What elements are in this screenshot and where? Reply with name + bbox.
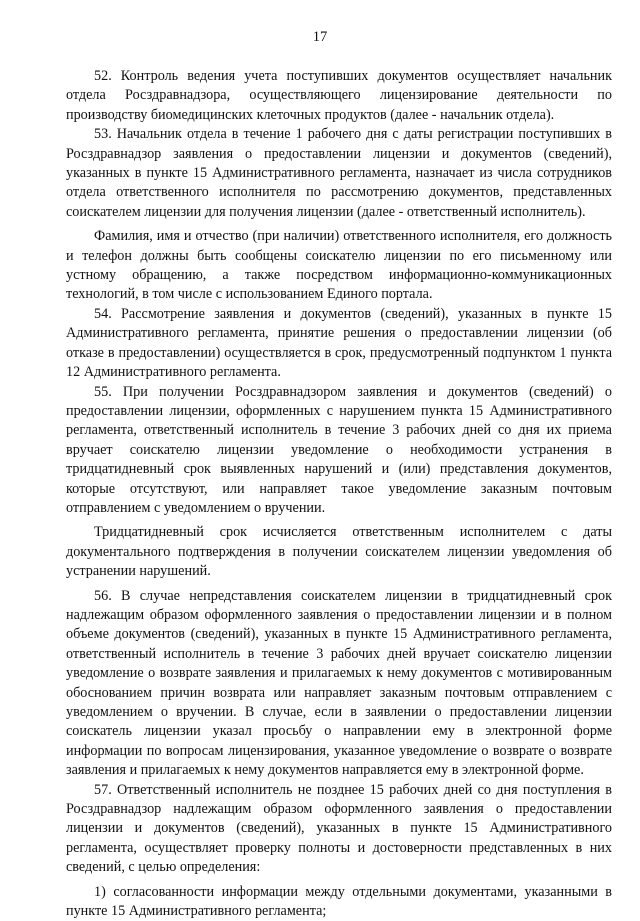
paragraph-52: 52. Контроль ведения учета поступивших документов осуществляет начальник отдела Росздравнадзора, осуществляющего лицензирование деятельности по производству биомедицинских клеточных продуктов (далее - начальник отдела).: [66, 68, 612, 123]
paragraph-55: 55. При получении Росздравнадзором заявления и документов (сведений) о предоставлении лицензии, оформленных с нарушением пункта 15 Административного регламента, ответственный исполнитель в течение 3 рабочих дней со дня их приема вручает соискателю лицензии уведомление о необходимости устранения в тридцатидневный срок выявленных нарушений и (или) представления документов, которые отсутствуют, или направляет такое уведомление заказным почтовым отправлением с уведомлением о вручении.: [66, 383, 612, 516]
paragraph-53: 53. Начальник отдела в течение 1 рабочего дня с даты регистрации поступивших в Росздравнадзор заявления о предоставлении лицензии и документов (сведений), указанных в пункте 15 Административного регламента, назначает из числа сотрудников отдела ответственного исполнителя по рассмотрению документов, представленных соискателем лицензии для получения лицензии (далее - ответственный исполнитель).: [66, 126, 612, 220]
paragraph-56: 56. В случае непредставления соискателем лицензии в тридцатидневный срок надлежащим образом оформленного заявления о предоставлении лицензии и в полном объеме документов (сведений), указанных в пункте 15 Административного регламента, ответственный исполнитель в течение 3 рабочих дней вручает соискателю лицензии уведомление о возврате заявления и прилагаемых к нему документов с мотивированным обоснованием причин возврата или направляет заказным почтовым отправлением с уведомлением о вручении. В случае, если в заявлении о предоставлении лицензии соискатель лицензии указал просьбу о направлении ему в электронной форме информации по вопросам лицензирования, указанное уведомление о возврате о возврате заявления и прилагаемых к нему документов направляется ему в электронной форме.: [66, 587, 612, 779]
paragraph-54: 54. Рассмотрение заявления и документов (сведений), указанных в пункте 15 Административного регламента, принятие решения о предоставлении лицензии (об отказе в предоставлении) осуществляется в срок, предусмотренный подпунктом 1 пункта 12 Административного регламента.: [66, 305, 612, 381]
page-number: 17: [312, 29, 328, 45]
paragraph-57: 57. Ответственный исполнитель не позднее 15 рабочих дней со дня поступления в Росздравнадзор надлежащим образом оформленного заявления о предоставлении лицензии и документов (сведений), указанных в пункте 15 Административного регламента, осуществляет проверку полноты и достоверности представленных в них сведений, с целью определения:: [66, 781, 612, 876]
document-body: [66, 67, 612, 921]
paragraph-57-item-1: 1) согласованности информации между отдельными документами, указанными в пункте 15 Административного регламента;: [66, 883, 612, 920]
paragraph-responsible-contact: Фамилия, имя и отчество (при наличии) ответственного исполнителя, его должность и телефон должны быть сообщены соискателю лицензии по его письменному или устному обращению, а также посредством информационно-коммуникационных технологий, в том числе с использованием Единого портала.: [66, 228, 612, 303]
paragraph-thirty-day-term: Тридцатидневный срок исчисляется ответственным исполнителем с даты документального подтверждения в получении соискателем лицензии уведомления об устранении нарушений.: [66, 524, 612, 580]
